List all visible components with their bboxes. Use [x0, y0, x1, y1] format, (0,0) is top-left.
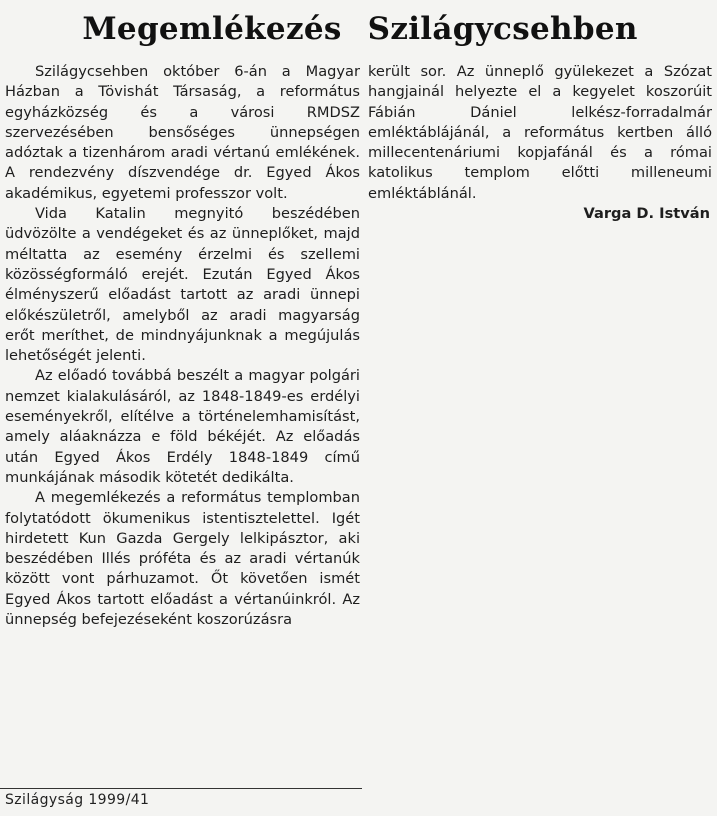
paragraph-4: A megemlékezés a református templomban folytatódott ökumenikus istentisztelettel. Igét hirdetett Kun Gazda Gergely lelkipásztor, aki beszédében Illés próféta és az aradi vértanúk között vont párhuzamot. Őt követően ismét Egyed Ákos tartott előadást a vértanúinkról. Az ünnepség befejezéseként koszorúzásra [5, 489, 360, 629]
publication-source: Szilágyság 1999/41 [5, 792, 150, 808]
right-column [368, 62, 712, 224]
paragraph-5: került sor. Az ünneplő gyülekezet a Szózat hangjainál helyezte el a kegyelet koszorúit Fábián Dániel lelkész-forradalmár emléktáblájánál, a református kertben álló millecentenáriumi kopjafánál és a római katolikus templom előtti milleneumi emléktáblánál. [368, 63, 712, 202]
paragraph-3: Az előadó továbbá beszélt a magyar polgári nemzet kialakulásáról, az 1848-1849-es erdélyi eseményekről, elítélve a történelemhamisítást, amely aláaknázza e föld békéjét. Az előadás után Egyed Ákos Erdély 1848-1849 című munkájának második kötetét dedikálta. [5, 367, 360, 486]
left-column [5, 62, 360, 630]
author-byline: Varga D. István [583, 205, 710, 223]
paragraph-1: Szilágycsehben október 6-án a Magyar Házban a Tövishát Társaság, a református egyházközség és a városi RMDSZ szervezésében bensőséges ünnepségen adóztak a tizenhárom aradi vértanú emlékének. A rendezvény díszvendége dr. Egyed Ákos akadémikus, egyetemi professzor volt. [5, 63, 360, 202]
article-title-part1: Megemlékezés [82, 11, 342, 47]
article-title-part2: Szilágycsehben [367, 11, 638, 47]
footer-divider [0, 788, 362, 789]
article-title [6, 2, 714, 56]
paragraph-2: Vida Katalin megnyitó beszédében üdvözölte a vendégeket és az ünneplőket, majd méltatta az esemény érzelmi és szellemi közösségformáló erejét. Ezután Egyed Ákos élményszerű előadást tartott az aradi ünnepi előkészületről, amelyből az aradi magyarság erőt meríthet, de mindnyájunknak a megújulás lehetőségét jelenti. [5, 205, 360, 365]
